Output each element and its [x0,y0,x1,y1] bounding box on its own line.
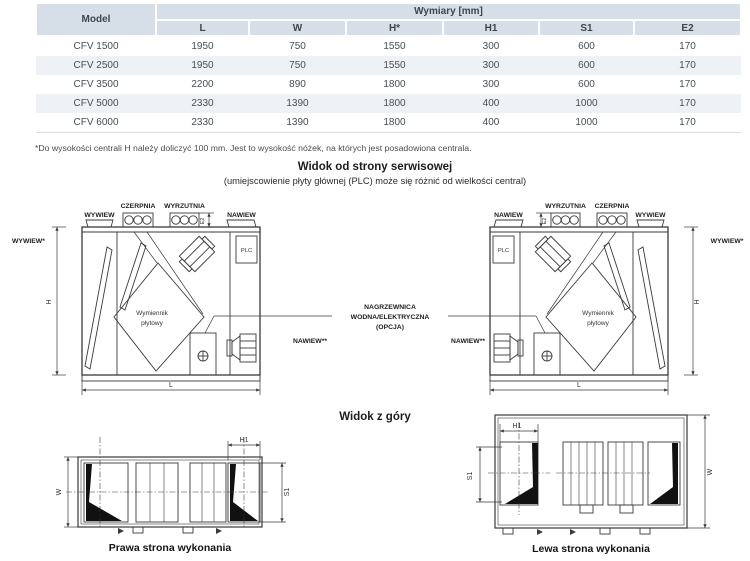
col-header-h1: H1 [443,20,539,36]
value-cell: 600 [578,41,595,52]
wywiew-label: WYWIEW [635,212,666,219]
table-row [36,36,741,56]
value-cell: 170 [679,79,696,90]
exchanger-label: Wymiennik [136,310,168,317]
value-cell: 170 [634,94,741,113]
left-unit-caption: Prawa strona wykonania [108,542,232,554]
exchanger-label: Wymiennik [582,310,614,317]
w-dim-label: W [707,468,714,476]
wyrzutnia-label: WYRZUTNIA [164,203,205,210]
exchanger-label: płytowy [141,320,163,327]
wywiew-star-label: WYWIEW* [12,238,45,245]
col-header-l: L [156,20,249,36]
value-cell: 1550 [383,41,406,52]
nawiew-label: NAWIEW [494,212,523,219]
e2-dim-label: E2 [542,217,548,225]
l-dim-label: L [577,382,581,389]
value-cell: 1950 [156,56,249,75]
col-header-s1: S1 [539,20,634,36]
value-cell: 600 [578,79,595,90]
wywiew-label: WYWIEW [84,212,115,219]
table-row [36,94,741,113]
table-group-header-row [36,3,741,20]
value-cell: 1950 [191,41,214,52]
value-cell: 1390 [249,113,346,133]
top-view-left-unit [64,437,286,534]
dimensions-table [35,2,742,133]
h-dim-label: H [694,299,701,305]
value-cell: 170 [634,113,741,133]
czerpnia-label: CZERPNIA [594,203,630,210]
col-header-w: W [249,20,346,36]
heater-note-line2: WODNA/ELEKTRYCZNA [350,314,430,321]
table-row [36,113,741,133]
value-cell: 1800 [346,94,443,113]
table-row [36,75,741,94]
top-view-diagram [0,408,750,561]
value-cell: 1390 [249,94,346,113]
service-view-diagram [0,192,750,400]
right-unit-caption: Lewa strona wykonania [532,543,650,555]
service-unit-right [490,213,698,395]
plc-label: PLC [497,248,510,254]
heater-note-line3: (OPCJA) [376,324,404,331]
value-cell: 1000 [539,94,634,113]
value-cell: 750 [249,56,346,75]
h1-dim-label: H1 [512,423,522,430]
model-cell: CFV 6000 [36,113,156,133]
value-cell: 400 [443,113,539,133]
dimensions-group-header: Wymiary [mm] [156,3,741,20]
service-view-title: Widok od strony serwisowej [297,161,453,173]
w-dim-label: W [56,488,63,496]
model-cell: CFV 1500 [73,41,119,52]
exchanger-label: płytowy [587,320,609,327]
value-cell: 300 [443,56,539,75]
e2-dim-label: E2 [200,217,206,225]
service-view-subtitle: (umiejscowienie płyty głównej (PLC) może się różnić od wielkości central) [223,176,527,186]
model-cell: CFV 5000 [36,94,156,113]
value-cell: 170 [634,56,741,75]
top-view-right-unit [476,415,710,535]
h-dim-label: H [46,299,53,305]
nawiew-label: NAWIEW [227,212,256,219]
value-cell: 300 [482,41,500,52]
model-column-header: Model [36,3,156,36]
col-header-e2: E2 [634,20,741,36]
value-cell: 750 [289,41,306,52]
value-cell: 600 [539,56,634,75]
top-view-title: Widok z góry [339,411,411,423]
service-right-labels [451,203,744,389]
service-left-labels [12,203,327,389]
wyrzutnia-label: WYRZUTNIA [545,203,586,210]
model-cell: CFV 2500 [36,56,156,75]
l-dim-label: L [169,382,173,389]
value-cell: 2330 [156,113,249,133]
model-cell: CFV 3500 [73,79,119,90]
value-cell: 300 [482,79,500,90]
value-cell: 1000 [539,113,634,133]
plc-label: PLC [240,248,253,254]
col-header-h: H* [346,20,443,36]
s1-dim-label: S1 [284,487,291,497]
s1-dim-label: S1 [467,471,474,481]
nawiew-opt-label: NAWIEW** [293,338,327,345]
heater-note [351,304,430,331]
nawiew-opt-label: NAWIEW** [451,338,485,345]
value-cell: 1800 [383,79,406,90]
table-row [36,56,741,75]
wywiew-star-label: WYWIEW* [710,238,744,245]
value-cell: 400 [443,94,539,113]
czerpnia-label: CZERPNIA [120,203,156,210]
footnote: *Do wysokości centrali H należy doliczyć 100 mm. Jest to wysokość nóżek, na których jest posadowiona centrala. [35,143,472,153]
h1-dim-label: H1 [239,437,249,444]
value-cell: 2330 [156,94,249,113]
heater-note-line1: NAGRZEWNICA [364,304,416,311]
value-cell: 2200 [191,79,214,90]
value-cell: 170 [679,41,696,52]
value-cell: 1800 [346,113,443,133]
service-unit-left [52,213,260,395]
value-cell: 890 [289,79,306,90]
value-cell: 1550 [346,56,443,75]
